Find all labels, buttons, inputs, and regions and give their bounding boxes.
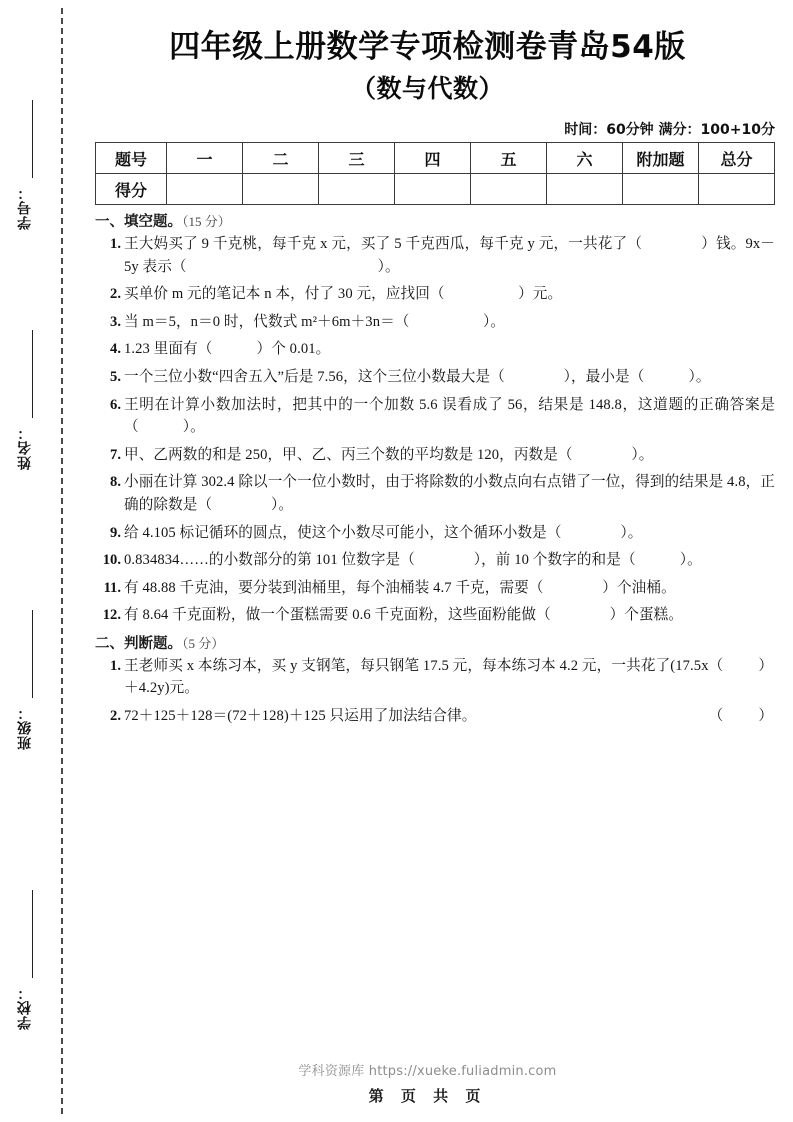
judge-answer-bracket[interactable]: （ ） [708, 707, 775, 724]
question-item [95, 311, 775, 334]
score-table-col-4: 四 [395, 143, 471, 174]
question-item [95, 283, 775, 306]
score-table-col-bonus: 附加题 [623, 143, 699, 174]
score-table-col-6: 六 [547, 143, 623, 174]
question-item [95, 233, 775, 278]
page-title: 四年级上册数学专项检测卷青岛54版 [169, 29, 686, 65]
seal-rule-xuexiao [32, 890, 33, 978]
score-table-col-total: 总分 [699, 143, 775, 174]
section-heading-2 [95, 637, 775, 652]
score-table-wrapper [95, 142, 775, 205]
score-cell-bonus[interactable] [623, 174, 699, 205]
question-item [95, 444, 775, 467]
question-text: 甲、乙两数的和是 250，甲、乙、丙三个数的平均数是 120，丙数是（ ）。 [124, 446, 654, 463]
question-number: 5. [110, 368, 121, 385]
question-text: 0.834834……的小数部分的第 101 位数字是（ ），前 10 个数字的和是（ ）。 [124, 552, 702, 569]
question-item [95, 577, 775, 600]
question-item [95, 338, 775, 361]
question-number: 8. [110, 474, 121, 491]
watermark-text: 学科资源库 https://xueke.fuliadmin.com [298, 1064, 557, 1079]
score-table-col-1: 一 [167, 143, 243, 174]
question-number: 6. [110, 396, 121, 413]
question-text: 王明在计算小数加法时，把其中的一个加数 5.6 误看成了 56，结果是 148.8，这道题的正确答案是（ ）。 [124, 396, 775, 436]
score-table [95, 142, 775, 205]
page-subtitle: （数与代数） [350, 73, 504, 103]
judge-answer-bracket[interactable]: （ ） [708, 657, 775, 674]
exam-content [95, 215, 775, 727]
question-text: 有 48.88 千克油，要分装到油桶里，每个油桶装 4.7 千克，需要（ ）个油桶。 [124, 579, 676, 596]
seal-label-xuexiao: 学校： [18, 985, 33, 1030]
score-table-row-label-timu: 题号 [96, 143, 167, 174]
score-cell-3[interactable] [319, 174, 395, 205]
seal-label-xingming: 姓名： [18, 425, 33, 470]
seal-label-banji: 班级： [18, 705, 33, 750]
seal-rule-xuehao [32, 100, 33, 178]
score-cell-6[interactable] [547, 174, 623, 205]
score-cell-5[interactable] [471, 174, 547, 205]
question-text: 1.23 里面有（ ）个 0.01。 [124, 341, 331, 358]
question-item [95, 549, 775, 572]
question-number: 10. [102, 552, 121, 569]
question-number: 2. [110, 707, 121, 724]
judge-question-text: 王老师买 x 本练习本，买 y 支钢笔，每只钢笔 17.5 元，每本练习本 4.2 元，一共花了(17.5x＋4.2y)元。 [124, 657, 709, 697]
question-text: 小丽在计算 302.4 除以一个一位小数时，由于将除数的小数点向右点错了一位，得到的结果是 4.8，正确的除数是（ ）。 [124, 474, 775, 514]
question-text: 王大妈买了 9 千克桃，每千克 x 元，买了 5 千克西瓜，每千克 y 元，一共花了（ ）钱。9x－5y 表示（ ）。 [124, 235, 775, 275]
question-text: 一个三位小数“四舍五入”后是 7.56，这个三位小数最大是（ ），最小是（ ）。 [124, 368, 711, 385]
left-margin-column [0, 0, 62, 1122]
question-number: 3. [110, 313, 121, 330]
section-1-points: （15 分） [182, 214, 231, 230]
question-number: 7. [110, 446, 121, 463]
seal-rule-xingming [32, 330, 33, 418]
score-table-col-2: 二 [243, 143, 319, 174]
question-number: 2. [110, 286, 121, 303]
question-item [95, 394, 775, 439]
exam-sheet [62, 0, 793, 1122]
score-table-col-3: 三 [319, 143, 395, 174]
section-2-points: （5 分） [182, 636, 225, 652]
question-item [95, 471, 775, 516]
question-number: 1. [110, 235, 121, 252]
question-number: 1. [110, 657, 121, 674]
seal-rule-banji [32, 610, 33, 698]
question-item [95, 655, 775, 700]
question-item [95, 604, 775, 627]
question-item [95, 366, 775, 389]
seal-label-xuehao: 学号： [18, 185, 33, 230]
section-heading-1 [95, 215, 775, 230]
score-cell-1[interactable] [167, 174, 243, 205]
question-item [95, 705, 775, 728]
question-text [124, 655, 775, 700]
exam-meta-line: 时间：60分钟 满分：100+10分 [564, 122, 775, 139]
question-item [95, 522, 775, 545]
title-block [62, 0, 793, 105]
table-row-header [96, 143, 775, 174]
table-row-scores [96, 174, 775, 205]
question-text [124, 705, 775, 728]
score-cell-2[interactable] [243, 174, 319, 205]
judge-question-text: 72＋125＋128＝(72＋128)＋125 只运用了加法结合律。 [124, 707, 477, 724]
question-number: 12. [102, 607, 121, 624]
score-cell-total[interactable] [699, 174, 775, 205]
score-table-row-label-defen: 得分 [96, 174, 167, 205]
question-number: 4. [110, 341, 121, 358]
score-cell-4[interactable] [395, 174, 471, 205]
section-1-title: 一、填空题。 [95, 214, 182, 231]
question-text: 当 m＝5，n＝0 时，代数式 m²＋6m＋3n＝（ ）。 [124, 313, 506, 330]
question-text: 有 8.64 千克面粉，做一个蛋糕需要 0.6 千克面粉，这些面粉能做（ ）个蛋糕。 [124, 607, 684, 624]
question-text: 给 4.105 标记循环的圆点，使这个小数尽可能小，这个循环小数是（ ）。 [124, 524, 643, 541]
page-number-line: 第 页 共 页 [368, 1087, 487, 1105]
question-number: 9. [110, 524, 121, 541]
score-table-col-5: 五 [471, 143, 547, 174]
section-2-title: 二、判断题。 [95, 636, 182, 653]
page-footer [62, 1060, 793, 1106]
question-number: 11. [103, 579, 121, 596]
question-text: 买单价 m 元的笔记本 n 本，付了 30 元，应找回（ ）元。 [124, 286, 563, 303]
